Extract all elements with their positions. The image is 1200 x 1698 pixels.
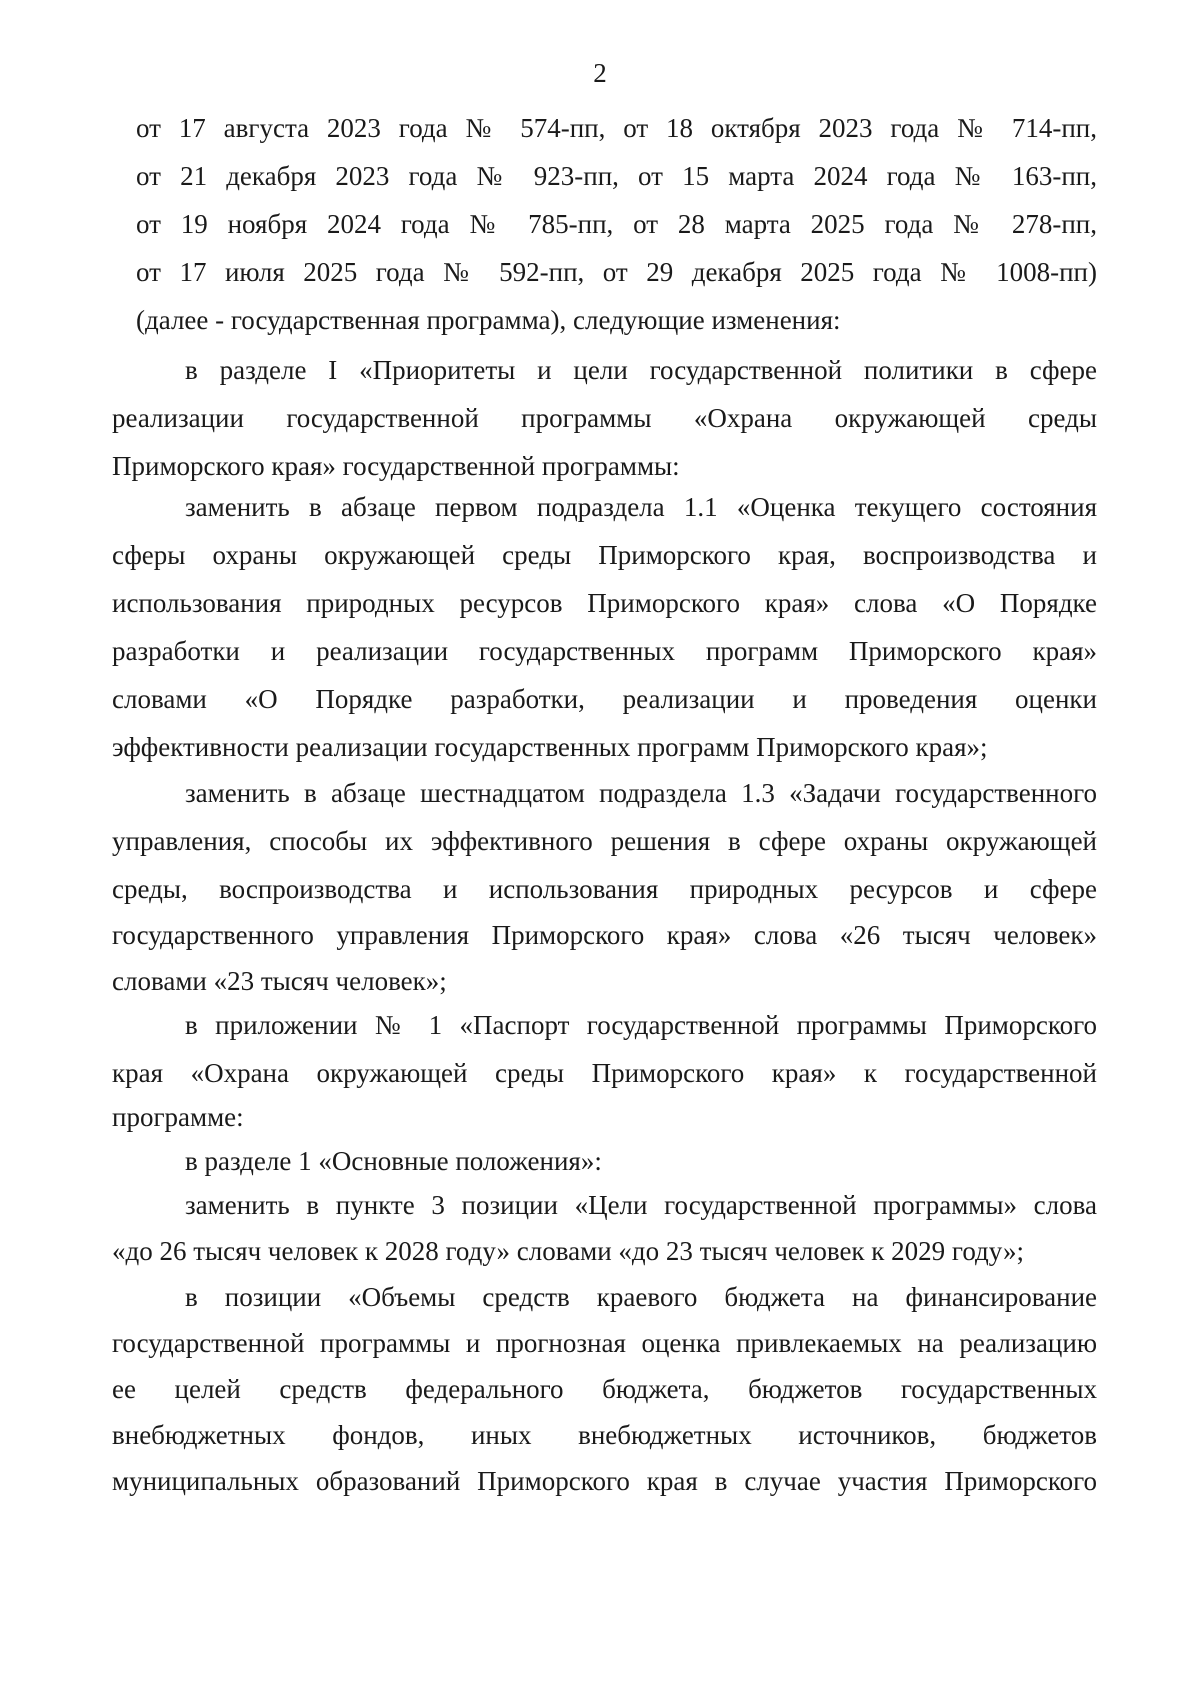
text-line: заменить в абзаце первом подраздела 1.1 «Оценка текущего состояния xyxy=(185,492,1097,522)
text-line: управления, способы их эффективного решения в сфере охраны окружающей xyxy=(112,826,1097,856)
text-line: государственного управления Приморского края» слова «26 тысяч человек» xyxy=(112,920,1097,950)
text-line: реализации государственной программы «Охрана окружающей среды xyxy=(112,403,1097,433)
text-line: заменить в пункте 3 позиции «Цели государственной программы» слова xyxy=(185,1190,1097,1220)
page-number: 2 xyxy=(593,58,607,88)
text-line: словами «О Порядке разработки, реализации и проведения оценки xyxy=(112,684,1097,714)
text-line: эффективности реализации государственных программ Приморского края»; xyxy=(112,732,988,762)
text-line: в разделе I «Приоритеты и цели государственной политики в сфере xyxy=(185,355,1097,385)
text-line: государственной программы и прогнозная оценка привлекаемых на реализацию xyxy=(112,1328,1097,1358)
text-line: использования природных ресурсов Приморского края» слова «О Порядке xyxy=(112,588,1097,618)
text-line: в приложении № 1 «Паспорт государственной программы Приморского xyxy=(185,1010,1097,1040)
text-line: от 17 июля 2025 года № 592-пп, от 29 декабря 2025 года № 1008-пп) xyxy=(136,257,1097,287)
text-line: заменить в абзаце шестнадцатом подраздела 1.3 «Задачи государственного xyxy=(185,778,1097,808)
text-line: муниципальных образований Приморского края в случае участия Приморского xyxy=(112,1466,1097,1496)
text-line: «до 26 тысяч человек к 2028 году» словами «до 23 тысяч человек к 2029 году»; xyxy=(112,1236,1024,1266)
text-line: в разделе 1 «Основные положения»: xyxy=(185,1146,602,1176)
text-line: ее целей средств федерального бюджета, бюджетов государственных xyxy=(112,1374,1097,1404)
text-line: от 21 декабря 2023 года № 923-пп, от 15 марта 2024 года № 163-пп, xyxy=(136,161,1097,191)
text-line: программе: xyxy=(112,1102,244,1132)
text-line: от 19 ноября 2024 года № 785-пп, от 28 марта 2025 года № 278-пп, xyxy=(136,209,1097,239)
text-line: в позиции «Объемы средств краевого бюджета на финансирование xyxy=(185,1282,1097,1312)
text-line: сферы охраны окружающей среды Приморского края, воспроизводства и xyxy=(112,540,1097,570)
text-line: внебюджетных фондов, иных внебюджетных источников, бюджетов xyxy=(112,1420,1097,1450)
text-line: среды, воспроизводства и использования природных ресурсов и сфере xyxy=(112,874,1097,904)
text-line: Приморского края» государственной программы: xyxy=(112,451,680,481)
text-line: (далее - государственная программа), следующие изменения: xyxy=(136,305,841,335)
text-line: края «Охрана окружающей среды Приморского края» к государственной xyxy=(112,1058,1097,1088)
text-line: словами «23 тысяч человек»; xyxy=(112,966,447,996)
text-line: от 17 августа 2023 года № 574-пп, от 18 октября 2023 года № 714-пп, xyxy=(136,113,1097,143)
text-line: разработки и реализации государственных программ Приморского края» xyxy=(112,636,1097,666)
